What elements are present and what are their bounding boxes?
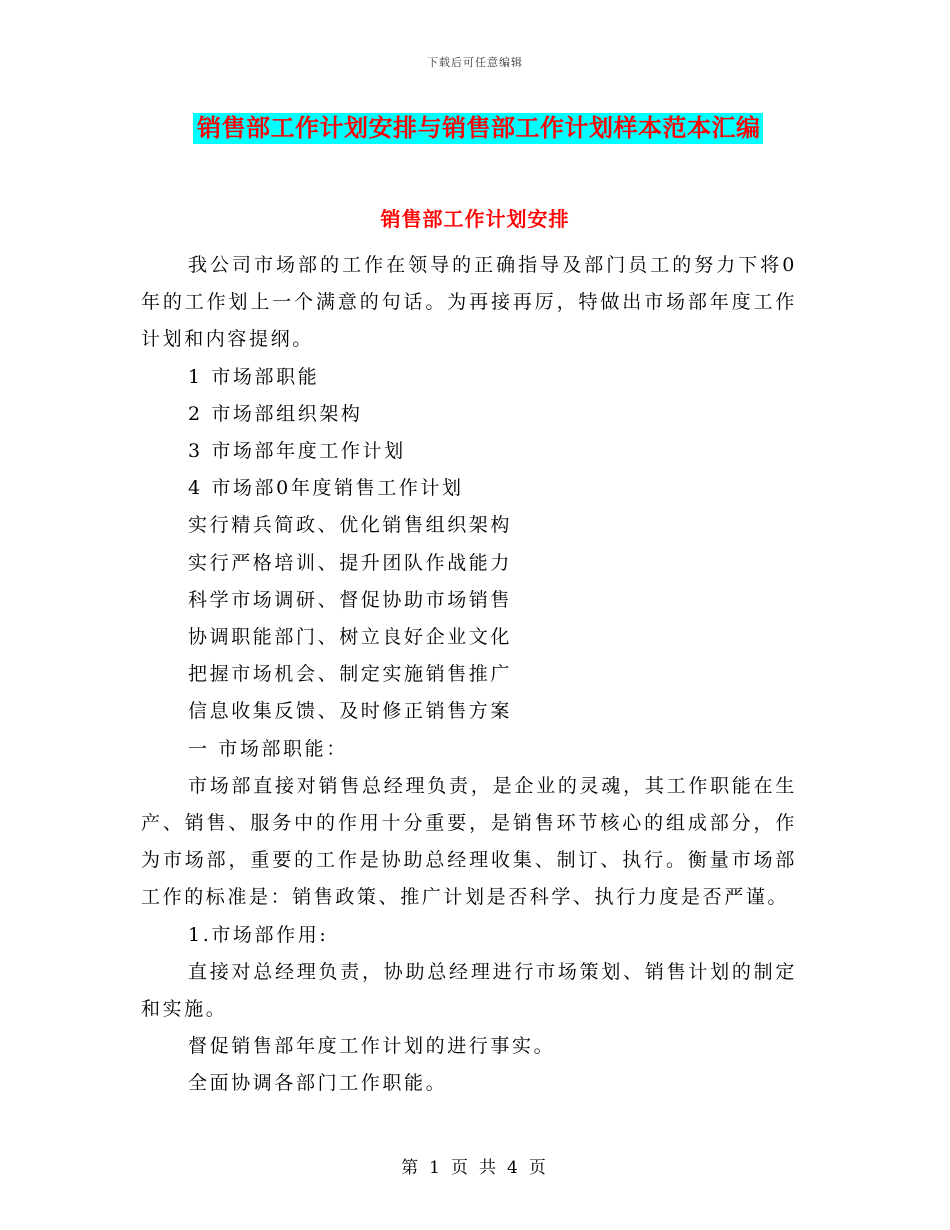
subheading: 1.市场部作用: <box>188 923 329 946</box>
document-body <box>141 247 797 1103</box>
paragraph: 全面协调各部门工作职能。 <box>188 1072 448 1095</box>
list-item: 信息收集反馈、及时修正销售方案 <box>188 700 513 723</box>
list-item: 4 市场部0年度销售工作计划 <box>188 477 464 500</box>
list-item: 科学市场调研、督促协助市场销售 <box>188 588 513 611</box>
list-item: 1 市场部职能 <box>188 365 320 388</box>
main-title: 销售部工作计划安排与销售部工作计划样本范本汇编 <box>197 114 761 142</box>
header-note: 下载后可任意编辑 <box>427 56 523 69</box>
list-item: 实行严格培训、提升团队作战能力 <box>188 551 513 574</box>
subheading: 一 市场部职能： <box>188 737 348 760</box>
page-label-total-prefix: 共 <box>479 1158 499 1178</box>
page-footer <box>0 1153 950 1178</box>
paragraph: 直接对总经理负责，协助总经理进行市场策划、销售计划的制定和实施。 <box>141 960 797 1021</box>
list-item: 2 市场部组织架构 <box>188 402 363 425</box>
section-title: 销售部工作计划安排 <box>380 207 570 231</box>
paragraph: 我公司市场部的工作在领导的正确指导及部门员工的努力下将0年的工作划上一个满意的句话。为再接再厉，特做出市场部年度工作计划和内容提纲。 <box>141 254 797 351</box>
main-title-highlight <box>193 113 763 144</box>
current-page-number: 1 <box>429 1158 443 1178</box>
page-label-suffix: 页 <box>528 1158 549 1178</box>
list-item: 3 市场部年度工作计划 <box>188 440 406 463</box>
page-label-prefix: 第 <box>401 1158 422 1178</box>
total-pages-number: 4 <box>507 1158 521 1178</box>
paragraph: 督促销售部年度工作计划的进行事实。 <box>188 1035 556 1058</box>
list-item: 把握市场机会、制定实施销售推广 <box>188 663 513 686</box>
list-item: 协调职能部门、树立良好企业文化 <box>188 626 513 649</box>
paragraph: 市场部直接对销售总经理负责，是企业的灵魂，其工作职能在生产、销售、服务中的作用十分重要，是销售环节核心的组成部分，作为市场部，重要的工作是协助总经理收集、制订、执行。衡量市场部工作的标准是：销售政策、推广计划是否科学、执行力度是否严谨。 <box>141 774 797 909</box>
page-label-mid: 页 <box>451 1158 471 1178</box>
list-item: 实行精兵简政、优化销售组织架构 <box>188 514 513 537</box>
